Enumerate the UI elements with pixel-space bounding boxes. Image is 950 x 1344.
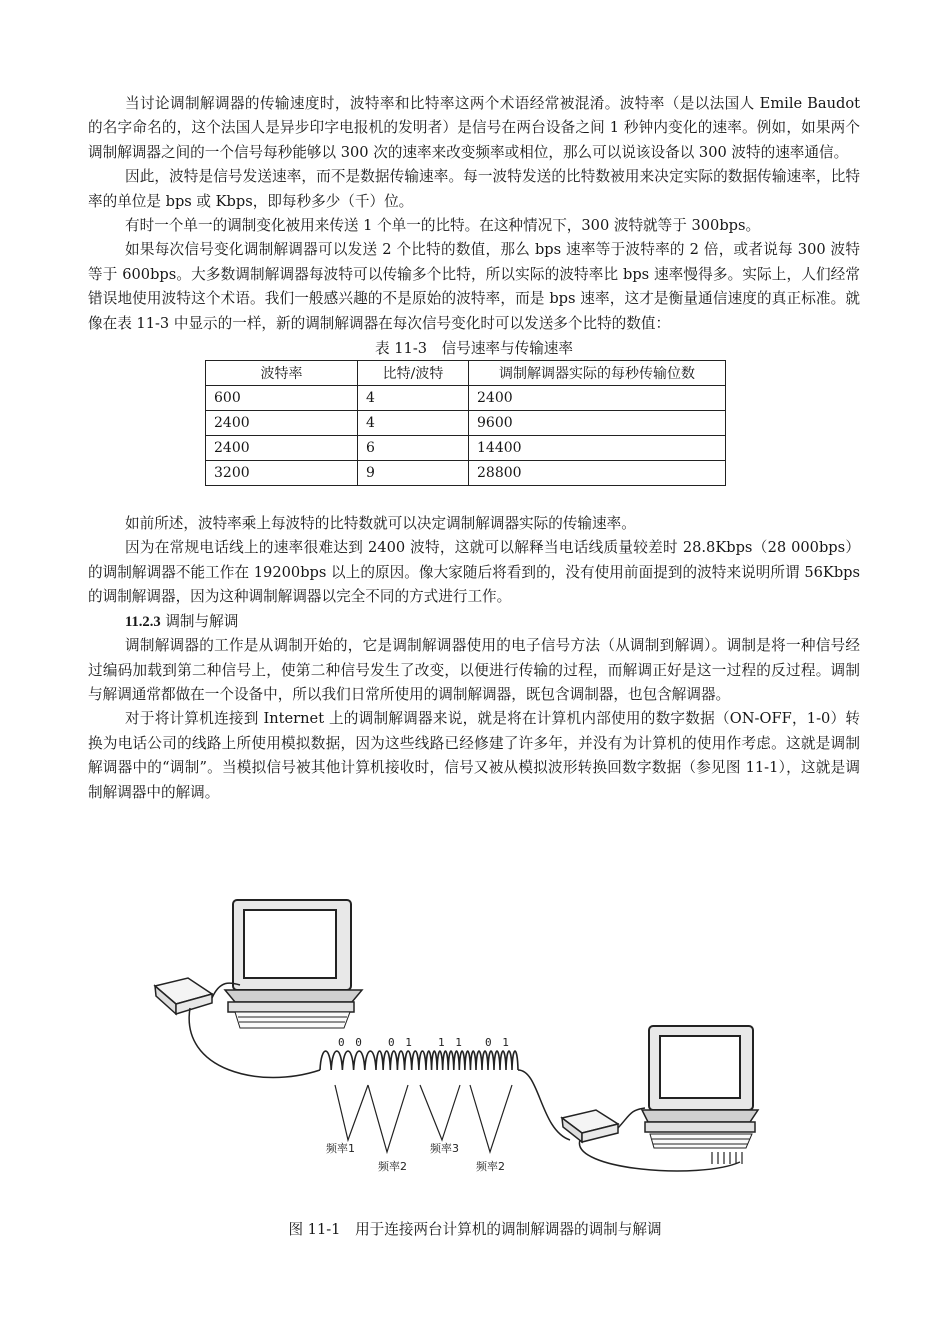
paragraph-rate-formula: 如前所述，波特率乘上每波特的比特数就可以决定调制解调器实际的传输速率。 <box>125 515 636 533</box>
freq-label: 频率2 <box>476 1160 505 1173</box>
section-number: 11.2.3 <box>125 613 161 630</box>
table-cell: 14400 <box>469 436 726 461</box>
paragraph-phone-line-limit: 因为在常规电话线上的速率很难达到 2400 波特，这就可以解释当电话线质量较差时 28.8Kbps（28 000bps）的调制解调器不能工作在 19200bps 以上的原因。像大家随后将看到的，没有使用前面提到的波特来说明所谓 56Kbps 的调制解调器，因为这种调制解调器以完全不同的方式进行工作。 <box>88 539 860 606</box>
table-header-cell: 调制解调器实际的每秒传输位数 <box>469 361 726 386</box>
paragraph-digital-analog: 对于将计算机连接到 Internet 上的调制解调器来说，就是将在计算机内部使用的数字数据（ON-OFF，1-0）转换为电话公司的线路上所使用模拟数据，因为这些线路已经修建了许多年，并没有为计算机的使用作考虑。这就是调制解调器中的“调制”。当模拟信号被其他计算机接收时，信号又被从模拟波形转换回数字数据（参见图 11-1），这就是调制解调器中的解调。 <box>88 710 860 801</box>
modem-right-icon <box>562 1110 618 1142</box>
freq-label: 频率3 <box>430 1142 459 1155</box>
table-cell: 4 <box>358 386 469 411</box>
section-title: 调制与解调 <box>165 612 239 630</box>
paragraph-single-bit: 有时一个单一的调制变化被用来传送 1 个单一的比特。在这种情况下，300 波特就等于 300bps。 <box>125 217 761 235</box>
document-page <box>88 92 860 805</box>
paragraph-multi-bit: 如果每次信号变化调制解调器可以发送 2 个比特的数值，那么 bps 速率等于波特率的 2 倍，或者说每 300 波特等于 600bps。大多数调制解调器每波特可以传输多个比特，所以实际的波特率比 bps 速率慢得多。实际上，人们经常错误地使用波特这个术语。我们一般感兴趣的不是原始的波特率，而是 bps 速率，这才是衡量通信速度的真正标准。就像在表 11-3 中显示的一样，新的调制解调器在每次信号变化时可以发送多个比特的数值： <box>88 241 860 332</box>
modem-figure <box>140 890 780 1180</box>
table-row <box>206 436 726 461</box>
paragraph-baud-definition: 当讨论调制解调器的传输速度时，波特率和比特率这两个术语经常被混淆。波特率（是以法国人 Emile Baudot 的名字命名的，这个法国人是异步印字电报机的发明者）是信号在两台设备之间 1 秒钟内变化的速率。例如，如果两个调制解调器之间的一个信号每秒能够以 300 次的速率来改变频率或相位，那么可以说该设备以 300 波特的速率通信。 <box>88 95 860 161</box>
figure-caption: 图 11-1 用于连接两台计算机的调制解调器的调制与解调 <box>288 1221 662 1238</box>
table-cell: 4 <box>358 411 469 436</box>
rate-table <box>205 360 726 486</box>
frequency-indicator-icon <box>335 1085 512 1152</box>
table-cell: 9 <box>358 461 469 486</box>
table-cell: 2400 <box>206 436 358 461</box>
table-cell: 2400 <box>206 411 358 436</box>
phone-line-right-icon <box>518 1070 570 1140</box>
bits-label: 0 1 <box>485 1036 511 1049</box>
table-caption: 表 11-3 信号速率与传输速率 <box>375 340 573 358</box>
cable-right-icon <box>618 1108 645 1128</box>
analog-wave-icon <box>320 1051 518 1070</box>
table-cell: 28800 <box>469 461 726 486</box>
bits-label: 0 0 <box>338 1036 364 1049</box>
table-row <box>206 461 726 486</box>
computer-left-icon <box>225 900 362 1028</box>
freq-label: 频率1 <box>326 1142 355 1155</box>
table-header-row <box>206 361 726 386</box>
section-heading <box>88 610 860 634</box>
paragraph-modulation: 调制解调器的工作是从调制开始的，它是调制解调器使用的电子信号方法（从调制到解调）。调制是将一种信号经过编码加载到第二种信号上，使第二种信号发生了改变，以便进行传输的过程，而解调正好是这一过程的反过程。调制与解调通常都做在一个设备中，所以我们日常所使用的调制解调器，既包含调制器，也包含解调器。 <box>88 637 860 703</box>
table-row <box>206 411 726 436</box>
table-cell: 6 <box>358 436 469 461</box>
computer-right-icon <box>642 1026 758 1164</box>
bits-label: 1 1 <box>438 1036 464 1049</box>
table-cell: 600 <box>206 386 358 411</box>
table-header-cell: 波特率 <box>206 361 358 386</box>
bits-label: 0 1 <box>388 1036 414 1049</box>
paragraph-baud-vs-bitrate: 因此，波特是信号发送速率，而不是数据传输速率。每一波特发送的比特数被用来决定实际的数据传输速率，比特率的单位是 bps 或 Kbps，即每秒多少（千）位。 <box>88 168 860 210</box>
modem-left-icon <box>155 978 212 1014</box>
table-cell: 2400 <box>469 386 726 411</box>
table-cell: 9600 <box>469 411 726 436</box>
freq-label: 频率2 <box>378 1160 407 1173</box>
table-header-cell: 比特/波特 <box>358 361 469 386</box>
table-cell: 3200 <box>206 461 358 486</box>
table-row <box>206 386 726 411</box>
